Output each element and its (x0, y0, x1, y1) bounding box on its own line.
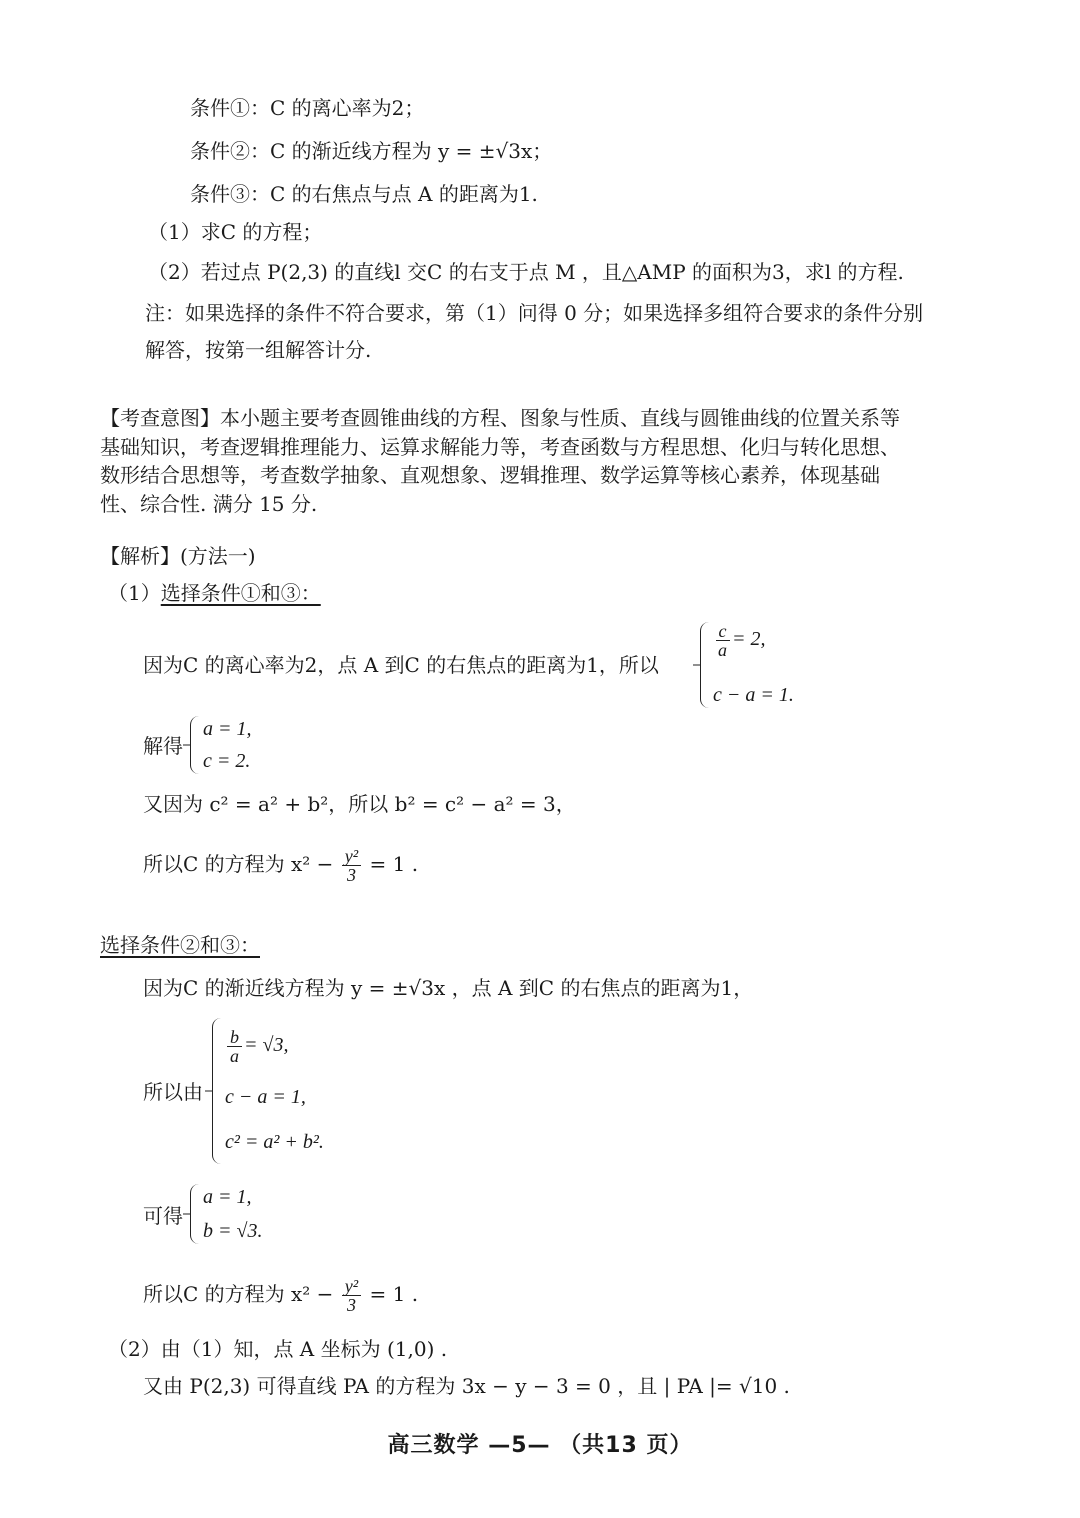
s2-system-row-1 (225, 1028, 324, 1065)
s1-system (700, 622, 794, 708)
part2-line-1: （2）由（1）知，点 A 坐标为 (1,0) . (108, 1337, 448, 1361)
s1-eq-prefix: 所以C 的方程为 x² − (143, 852, 334, 876)
s2-frac-num: b (227, 1028, 242, 1047)
brace-icon (190, 1184, 199, 1244)
s1-sol-row-1: a = 1, (203, 718, 252, 740)
condition-3-text: C 的右焦点与点 A 的距离为1. (270, 182, 538, 206)
page-footer: 高三数学 —5— （共13 页） (387, 1433, 693, 1458)
brace-icon (212, 1018, 221, 1164)
s1-frac-num: c (716, 622, 730, 641)
intent-line-2: 基础知识，考查逻辑推理能力、运算求解能力等，考查函数与方程思想、化归与转化思想、 (100, 435, 900, 459)
s2-eq-den: 3 (346, 1295, 356, 1315)
s1-system-row-1 (713, 622, 794, 659)
condition-2 (190, 137, 552, 165)
choice-2-heading: 选择条件②和③： (100, 933, 260, 957)
s1-frac-den: a (718, 640, 727, 660)
part2-line-2: 又由 P(2,3) 可得直线 PA 的方程为 3x − y − 3 = 0 ，且 | PA |= √10 . (143, 1374, 790, 1398)
s1-solve-label: 解得 (143, 734, 183, 758)
s1-eq-suffix: = 1 . (369, 852, 419, 876)
question-2: （2）若过点 P(2,3) 的直线l 交C 的右支于点 M ，且△AMP 的面积为3，求l 的方程. (148, 260, 904, 284)
s2-sol-row-1: a = 1, (203, 1186, 252, 1208)
s2-system-row-2: c − a = 1, (225, 1085, 306, 1108)
s1-equation (143, 842, 418, 886)
s2-by-label: 所以由 (143, 1080, 203, 1104)
note-line-1: 注：如果选择的条件不符合要求，第（1）问得 0 分；如果选择多组符合要求的条件分别 (145, 301, 924, 325)
s1-intro: 因为C 的离心率为2，点 A 到C 的右焦点的距离为1，所以 (143, 653, 659, 677)
part1-heading (108, 579, 321, 607)
s2-system-row-3: c² = a² + b². (225, 1130, 324, 1153)
condition-3 (190, 180, 538, 208)
s2-intro: 因为C 的渐近线方程为 y = ±√3x ，点 A 到C 的右焦点的距离为1， (143, 976, 754, 1000)
s2-frac-den: a (230, 1045, 239, 1066)
condition-2-text: C 的渐近线方程为 y = ±√3x； (270, 139, 553, 163)
intent-line-1: 【考查意图】本小题主要考查圆锥曲线的方程、图象与性质、直线与圆锥曲线的位置关系等 (100, 406, 900, 430)
s2-solution-system (190, 1184, 262, 1244)
question-1: （1）求C 的方程； (148, 220, 323, 244)
condition-1-text: C 的离心率为2； (270, 96, 425, 120)
part1-label: （1） (108, 581, 161, 605)
s1-b-line: 又因为 c² = a² + b²，所以 b² = c² − a² = 3， (143, 792, 576, 816)
condition-1-label: 条件①： (190, 96, 270, 120)
condition-1 (190, 94, 424, 122)
s1-row1-rest: = 2, (732, 628, 766, 651)
s1-eq-num: y² (342, 847, 361, 866)
brace-icon (190, 716, 199, 774)
note-line-2: 解答，按第一组解答计分. (145, 338, 372, 362)
intent-line-4: 性、综合性. 满分 15 分. (100, 492, 318, 516)
condition-2-label: 条件②： (190, 139, 270, 163)
part1-choice: 选择条件①和③： (160, 581, 321, 605)
s1-sol-row-2: c = 2. (203, 750, 251, 772)
brace-icon (700, 622, 709, 708)
s2-eq-num: y² (342, 1277, 361, 1296)
s2-row1-rest: = √3, (244, 1033, 289, 1056)
s2-eq-prefix: 所以C 的方程为 x² − (143, 1282, 334, 1306)
s1-system-row-2: c − a = 1. (713, 684, 794, 706)
intent-line-3: 数形结合思想等，考查数学抽象、直观想象、逻辑推理、数学运算等核心素养，体现基础 (100, 463, 880, 487)
s1-solution-system (190, 716, 252, 774)
s2-get-label: 可得 (143, 1204, 183, 1228)
s2-sol-row-2: b = √3. (203, 1220, 263, 1242)
s1-eq-den: 3 (346, 865, 356, 885)
s2-eq-suffix: = 1 . (369, 1282, 419, 1306)
solution-header: 【解析】(方法一) (100, 544, 256, 568)
s2-system (212, 1018, 324, 1164)
s2-equation (143, 1272, 418, 1316)
condition-3-label: 条件③： (190, 182, 270, 206)
